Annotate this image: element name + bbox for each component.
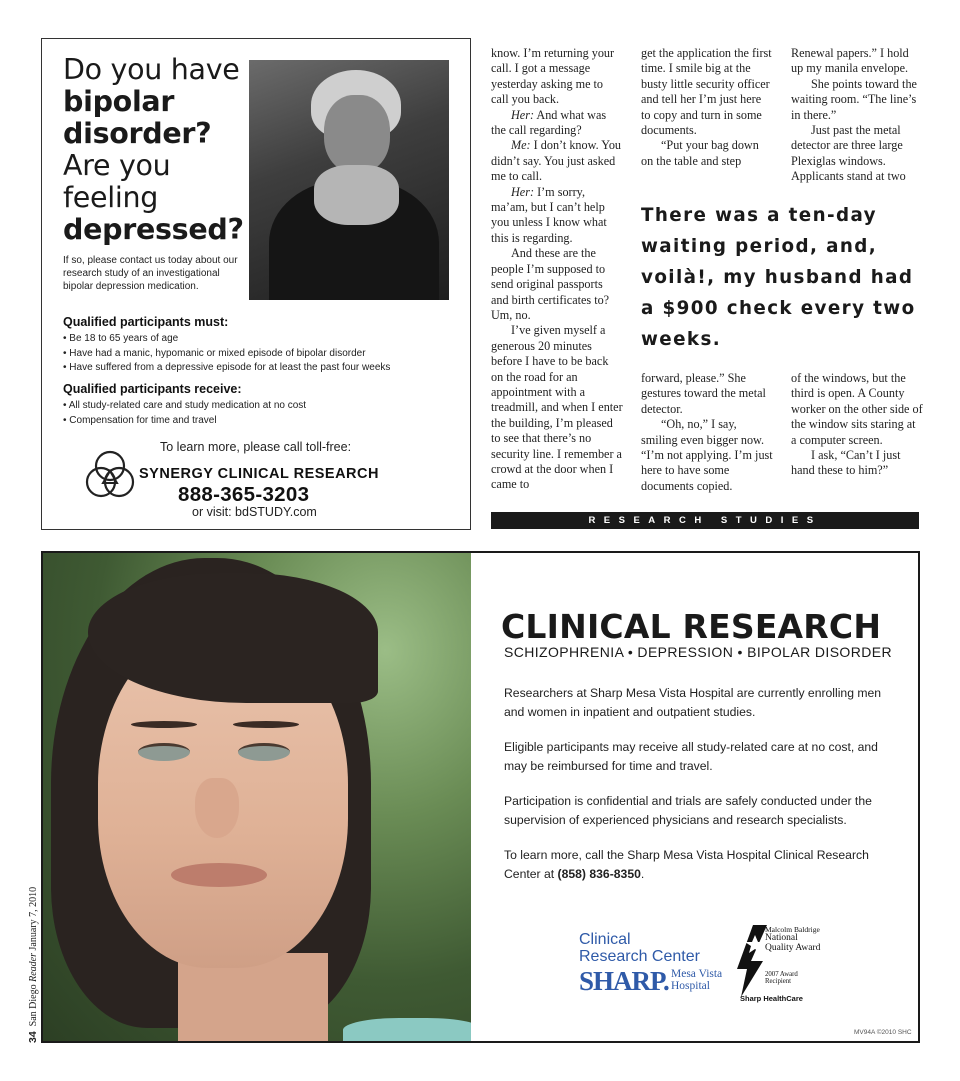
paragraph: know. I’m returning your call. I got a message yesterday asking me to call you back. <box>491 46 615 107</box>
pensive-man-photo <box>249 60 449 300</box>
page-folio: 34San Diego Reader January 7, 2010 <box>27 886 39 1043</box>
speaker-label: Me: <box>511 138 531 153</box>
paragraph: get the application the first time. I smile big at the busty little security officer and tell her I’m just here to copy and turn in some documents. <box>641 46 772 138</box>
pull-quote: There was a ten-day waiting period, and, voilà!, my husband had a $900 check every two weeks. <box>641 205 916 350</box>
ad-paragraph: Participation is confidential and trials are safely conducted under the supervision of experienced physicians and research specialists. <box>504 794 872 827</box>
ad-intro-text: If so, please contact us today about our research study of an investigational bipolar depression medication. <box>63 255 238 292</box>
paragraph: I’ve given myself a generous 20 minutes before I have to be back on the road for an appointment with a treadmill, and when I enter the building, I’m pleased to see that there’s no security line. I remember a crowd at the door when I came to <box>491 323 623 492</box>
ad-code: MV94A ©2010 SHC <box>854 1029 912 1036</box>
clinical-research-center-logo: Clinical Research Center <box>579 931 700 965</box>
paragraph: “Put your bag down on the table and step <box>641 138 759 168</box>
list-item: • Be 18 to 65 years of age <box>63 333 179 344</box>
ad-paragraph: To learn more, call the Sharp Mesa Vista Hospital Clinical Research Center at (858) 836-8350. <box>504 848 869 881</box>
must-list <box>63 332 390 376</box>
ad-paragraph: Eligible participants may receive all study-related care at no cost, and may be reimbursed for time and travel. <box>504 740 878 773</box>
must-heading: Qualified participants must: <box>63 315 229 329</box>
article-column-1 <box>491 46 623 493</box>
sharp-healthcare-label: Sharp HealthCare <box>740 994 803 1003</box>
receive-heading: Qualified participants receive: <box>63 382 242 396</box>
paragraph: “Oh, no,” I say, smiling even bigger now. “I’m not applying. I’m just here to have some documents copied. <box>641 417 773 493</box>
paragraph: I ask, “Can’t I just hand these to him?” <box>791 448 901 478</box>
headline-line-6: depressed? <box>63 213 244 246</box>
paragraph: She points toward the waiting room. “The line’s in there.” <box>791 76 917 122</box>
ad-subtitle: SCHIZOPHRENIA • DEPRESSION • BIPOLAR DISORDER <box>504 644 892 660</box>
list-item: • Compensation for time and travel <box>63 414 217 426</box>
award-year: 2007 Award Recipient <box>765 971 798 985</box>
sharp-clinical-research-ad <box>41 551 920 1043</box>
paragraph: Her: I’m sorry, ma’am, but I can’t help you unless I know what this is regarding. <box>491 184 607 245</box>
headline-line-2: bipolar <box>63 85 175 118</box>
speaker-label: Her: <box>511 107 535 122</box>
page-number: 34 <box>27 1031 39 1043</box>
bipolar-study-ad <box>41 38 471 530</box>
headline-line-4: Are you <box>63 149 171 182</box>
paragraph: Just past the metal detector are three large Plexiglas windows. Applicants stand at two <box>791 123 906 184</box>
receive-list <box>63 399 306 428</box>
paragraph: Her: And what was the call regarding? <box>491 107 607 138</box>
phone-number[interactable]: 888-365-3203 <box>178 483 310 506</box>
website-link[interactable]: or visit: bdSTUDY.com <box>192 505 317 519</box>
article-column-2-top <box>641 46 773 169</box>
call-prompt: To learn more, please call toll-free: <box>160 440 352 454</box>
mesa-vista-label: Mesa Vista Hospital <box>671 968 723 992</box>
paragraph: Me: I don’t know. You didn’t say. You just asked me to call. <box>491 138 622 184</box>
award-title: Malcolm Baldrige National Quality Award <box>765 925 821 953</box>
list-item: • Have suffered from a depressive episode for at least the past four weeks <box>63 362 391 373</box>
article-column-2-bottom <box>641 371 773 494</box>
synergy-logo-icon <box>84 449 136 501</box>
list-item: • Have had a manic, hypomanic or mixed episode of bipolar disorder <box>63 347 366 359</box>
article-column-3-bottom <box>791 371 923 479</box>
ad-title: CLINICAL RESEARCH <box>501 607 882 646</box>
article-column-3-top <box>791 46 923 185</box>
paragraph: Renewal papers.” I hold up my manila envelope. <box>791 46 909 76</box>
list-item: • All study-related care and study medication at no cost <box>63 400 307 411</box>
section-bar: RESEARCH STUDIES <box>491 512 919 529</box>
headline-line-5: feeling <box>63 181 158 214</box>
headline-line-1: Do you have <box>63 53 240 86</box>
speaker-label: Her: <box>511 184 535 199</box>
phone-number[interactable]: (858) 836-8350 <box>557 867 641 881</box>
ad-headline <box>63 54 248 246</box>
paragraph: And these are the people I’m supposed to send original passports and birth certificates to? Um, no. <box>491 246 610 322</box>
paragraph: forward, please.” She gestures toward the metal detector. <box>641 371 766 416</box>
sharp-logo: SHARP. <box>579 966 669 996</box>
company-name: SYNERGY CLINICAL RESEARCH <box>139 466 379 482</box>
woman-portrait-photo <box>43 553 471 1041</box>
ad-paragraph: Researchers at Sharp Mesa Vista Hospital are currently enrolling men and women in inpatient and outpatient studies. <box>504 686 882 719</box>
headline-line-3: disorder? <box>63 117 212 150</box>
paragraph: of the windows, but the third is open. A County worker on the other side of the window sits staring at a computer screen. <box>791 371 923 447</box>
